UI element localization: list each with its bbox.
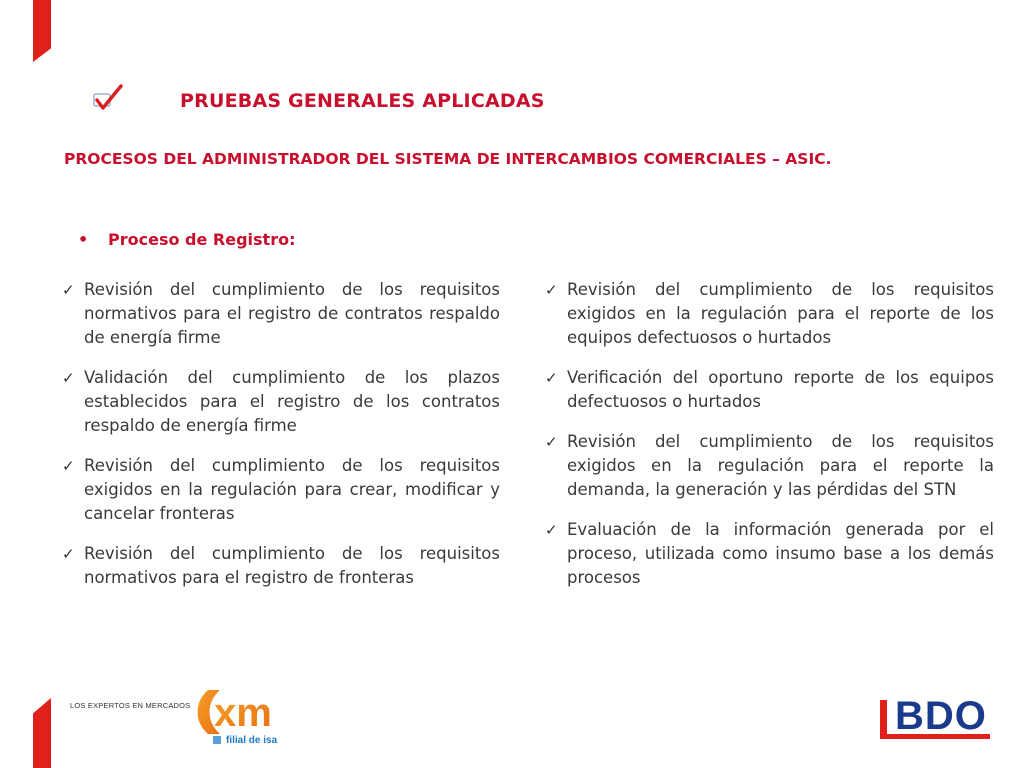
check-icon: ✓ xyxy=(545,281,558,299)
checklist-item-text: Revisión del cumplimiento de los requisitos exigidos en la regulación para crear, modificar y cancelar fronteras xyxy=(84,456,500,523)
corner-accent-bottom xyxy=(33,698,51,768)
checklist-item xyxy=(545,366,994,414)
checklist-item xyxy=(62,366,500,438)
xm-subsidiary xyxy=(213,735,277,746)
check-icon: ✓ xyxy=(545,521,558,539)
checklist-item xyxy=(62,278,500,350)
checklist-item-text: Revisión del cumplimiento de los requisitos normativos para el registro de fronteras xyxy=(84,544,500,587)
checklist-item xyxy=(545,430,994,502)
page-subtitle: PROCESOS DEL ADMINISTRADOR DEL SISTEMA DE INTERCAMBIOS COMERCIALES – ASIC. xyxy=(64,150,832,168)
xm-subsidiary-text: filial de isa xyxy=(226,735,278,746)
checklist-item-text: Revisión del cumplimiento de los requisitos exigidos en la regulación para el reporte de los equipos defectuosos o hurtados xyxy=(567,280,994,347)
check-box-icon xyxy=(92,84,124,112)
section-label: Proceso de Registro: xyxy=(108,230,296,249)
xm-tagline: LOS EXPERTOS EN MERCADOS xyxy=(70,701,191,710)
page-title: PRUEBAS GENERALES APLICADAS xyxy=(180,90,545,112)
checklist-item xyxy=(545,518,994,590)
checklist-item xyxy=(545,278,994,350)
checklist-item xyxy=(62,454,500,526)
corner-accent-top xyxy=(33,0,51,62)
check-icon: ✓ xyxy=(62,457,75,475)
section-heading xyxy=(78,230,295,249)
right-checklist xyxy=(545,278,994,606)
square-icon xyxy=(213,736,221,744)
xm-mark: xm xyxy=(214,691,272,735)
bullet-icon: • xyxy=(78,230,89,249)
checklist-item-text: Verificación del oportuno reporte de los equipos defectuosos o hurtados xyxy=(567,368,994,411)
check-icon: ✓ xyxy=(62,281,75,299)
check-icon: ✓ xyxy=(62,369,75,387)
check-icon: ✓ xyxy=(545,369,558,387)
check-icon: ✓ xyxy=(62,545,75,563)
checklist-item-text: Revisión del cumplimiento de los requisitos exigidos en la regulación para el reporte la demanda, la generación y las pérdidas del STN xyxy=(567,432,994,499)
checklist-item-text: Validación del cumplimiento de los plazos establecidos para el registro de los contratos respaldo de energía firme xyxy=(84,368,500,435)
checklist-item-text: Revisión del cumplimiento de los requisitos normativos para el registro de contratos respaldo de energía firme xyxy=(84,280,500,347)
checklist-item xyxy=(62,542,500,590)
checklist-item-text: Evaluación de la información generada por el proceso, utilizada como insumo base a los demás procesos xyxy=(567,520,994,587)
bdo-logo-text: BDO xyxy=(895,694,987,738)
check-icon: ✓ xyxy=(545,433,558,451)
left-checklist xyxy=(62,278,500,606)
